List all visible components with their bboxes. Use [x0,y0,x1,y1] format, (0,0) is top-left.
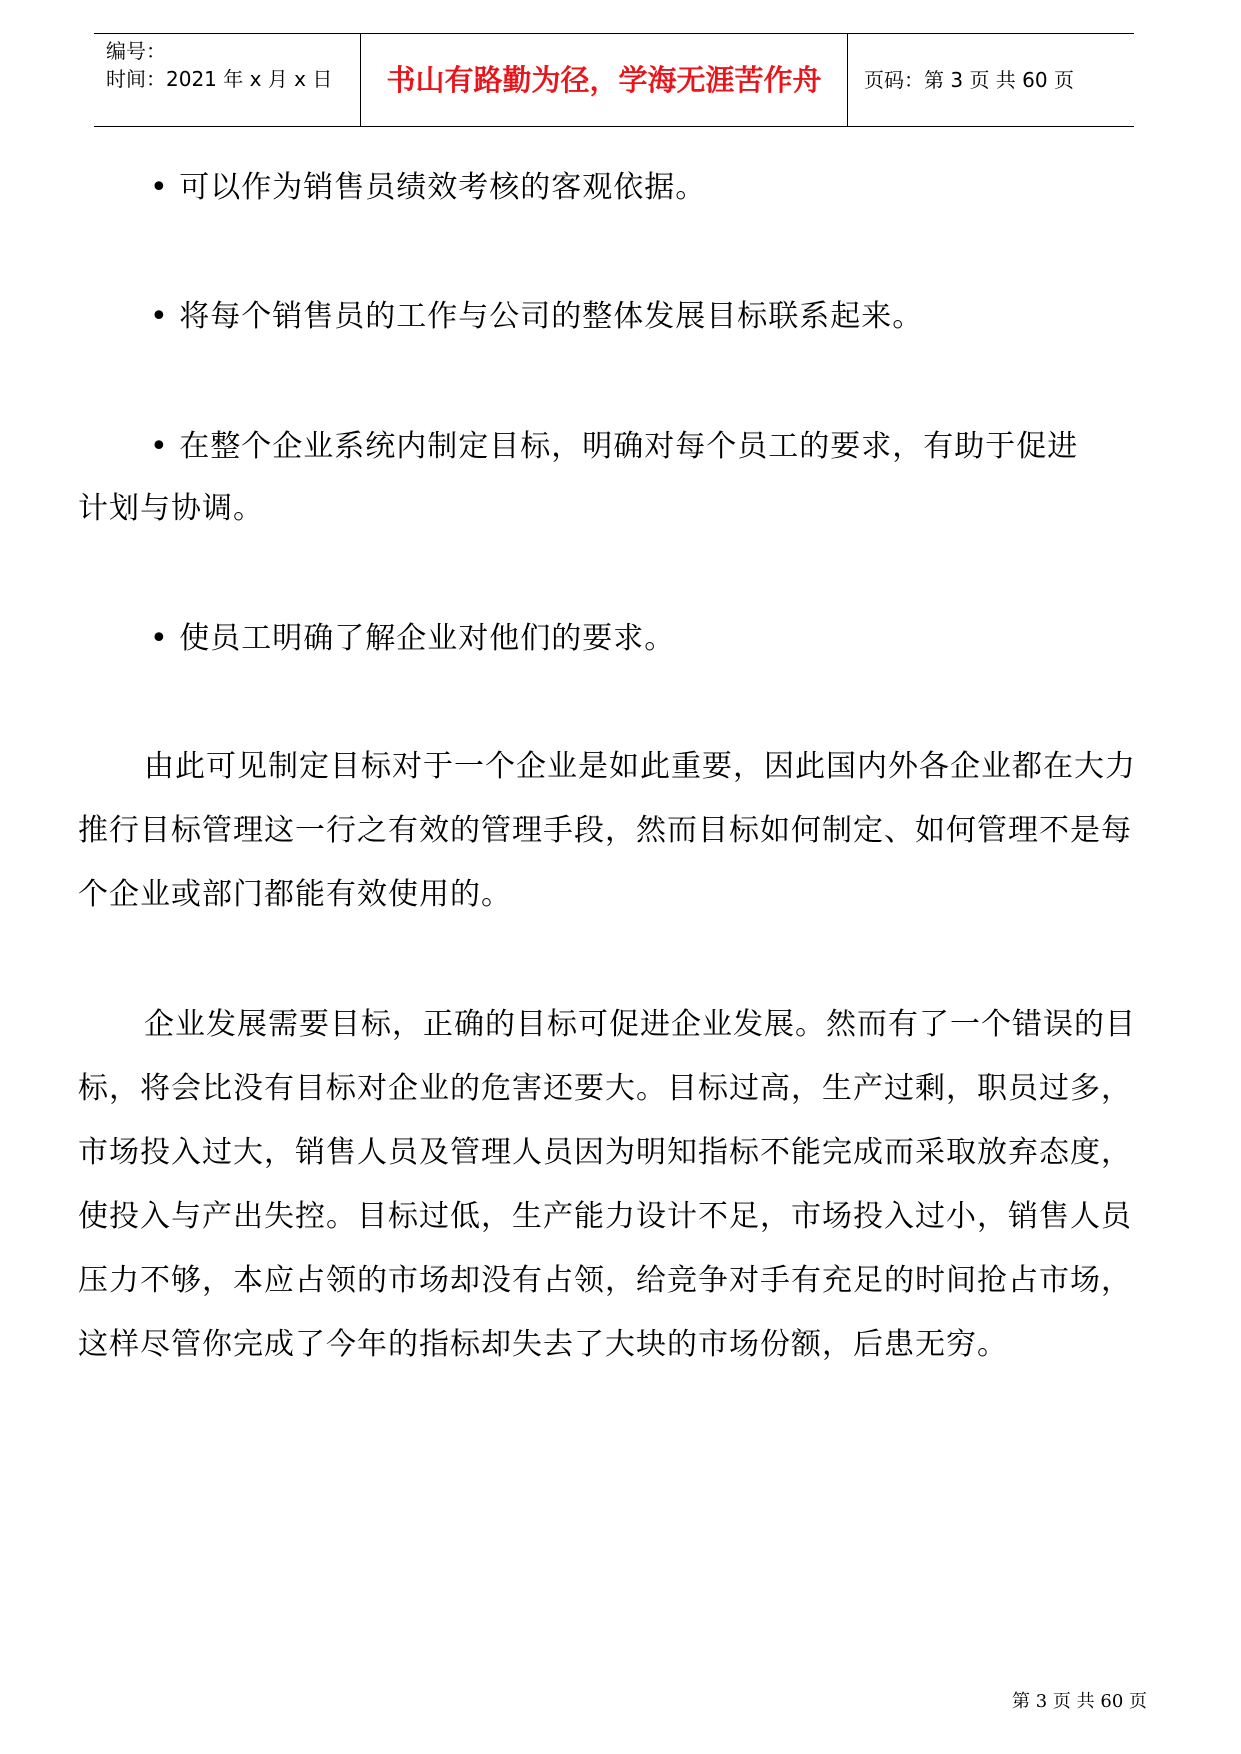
serial-label: 编号： [106,39,166,63]
bullet-item-continuation: 计划与协调。 [78,491,264,526]
header-page-cell [848,34,1134,126]
header-page-info: 页码：第 3 页 共 60 页 [864,68,1074,92]
date-label: 时间：2021 年 x 月 x 日 [106,67,333,91]
bullet-item: • 在整个企业系统内制定目标，明确对每个员工的要求，有助于促进 [150,429,1079,464]
paragraph: 由此可见制定目标对于一个企业是如此重要，因此国内外各企业都在大力推行目标管理这一行之有效的管理手段，然而目标如何制定、如何管理不是每个企业或部门都能有效使用的。 [78,749,1136,912]
header-meta-cell [94,34,360,126]
bullet-item: • 使员工明确了解企业对他们的要求。 [150,621,676,656]
page-header [94,33,1134,127]
paragraph: 企业发展需要目标，正确的目标可促进企业发展。然而有了一个错误的目标，将会比没有目标对企业的危害还要大。目标过高，生产过剩，职员过多，市场投入过大，销售人员及管理人员因为明知指标不能完成而采取放弃态度，使投入与产出失控。目标过低，生产能力设计不足，市场投入过小，销售人员压力不够，本应占领的市场却没有占领，给竞争对手有充足的时间抢占市场，这样尽管你完成了今年的指标却失去了大块的市场份额，后患无穷。 [78,1007,1136,1362]
bullet-item: • 可以作为销售员绩效考核的客观依据。 [150,170,707,205]
page-footer: 第 3 页 共 60 页 [1012,1691,1147,1712]
header-motto-cell [360,34,848,126]
motto: 书山有路勤为径，学海无涯苦作舟 [386,63,822,97]
bullet-item: • 将每个销售员的工作与公司的整体发展目标联系起来。 [150,299,924,334]
